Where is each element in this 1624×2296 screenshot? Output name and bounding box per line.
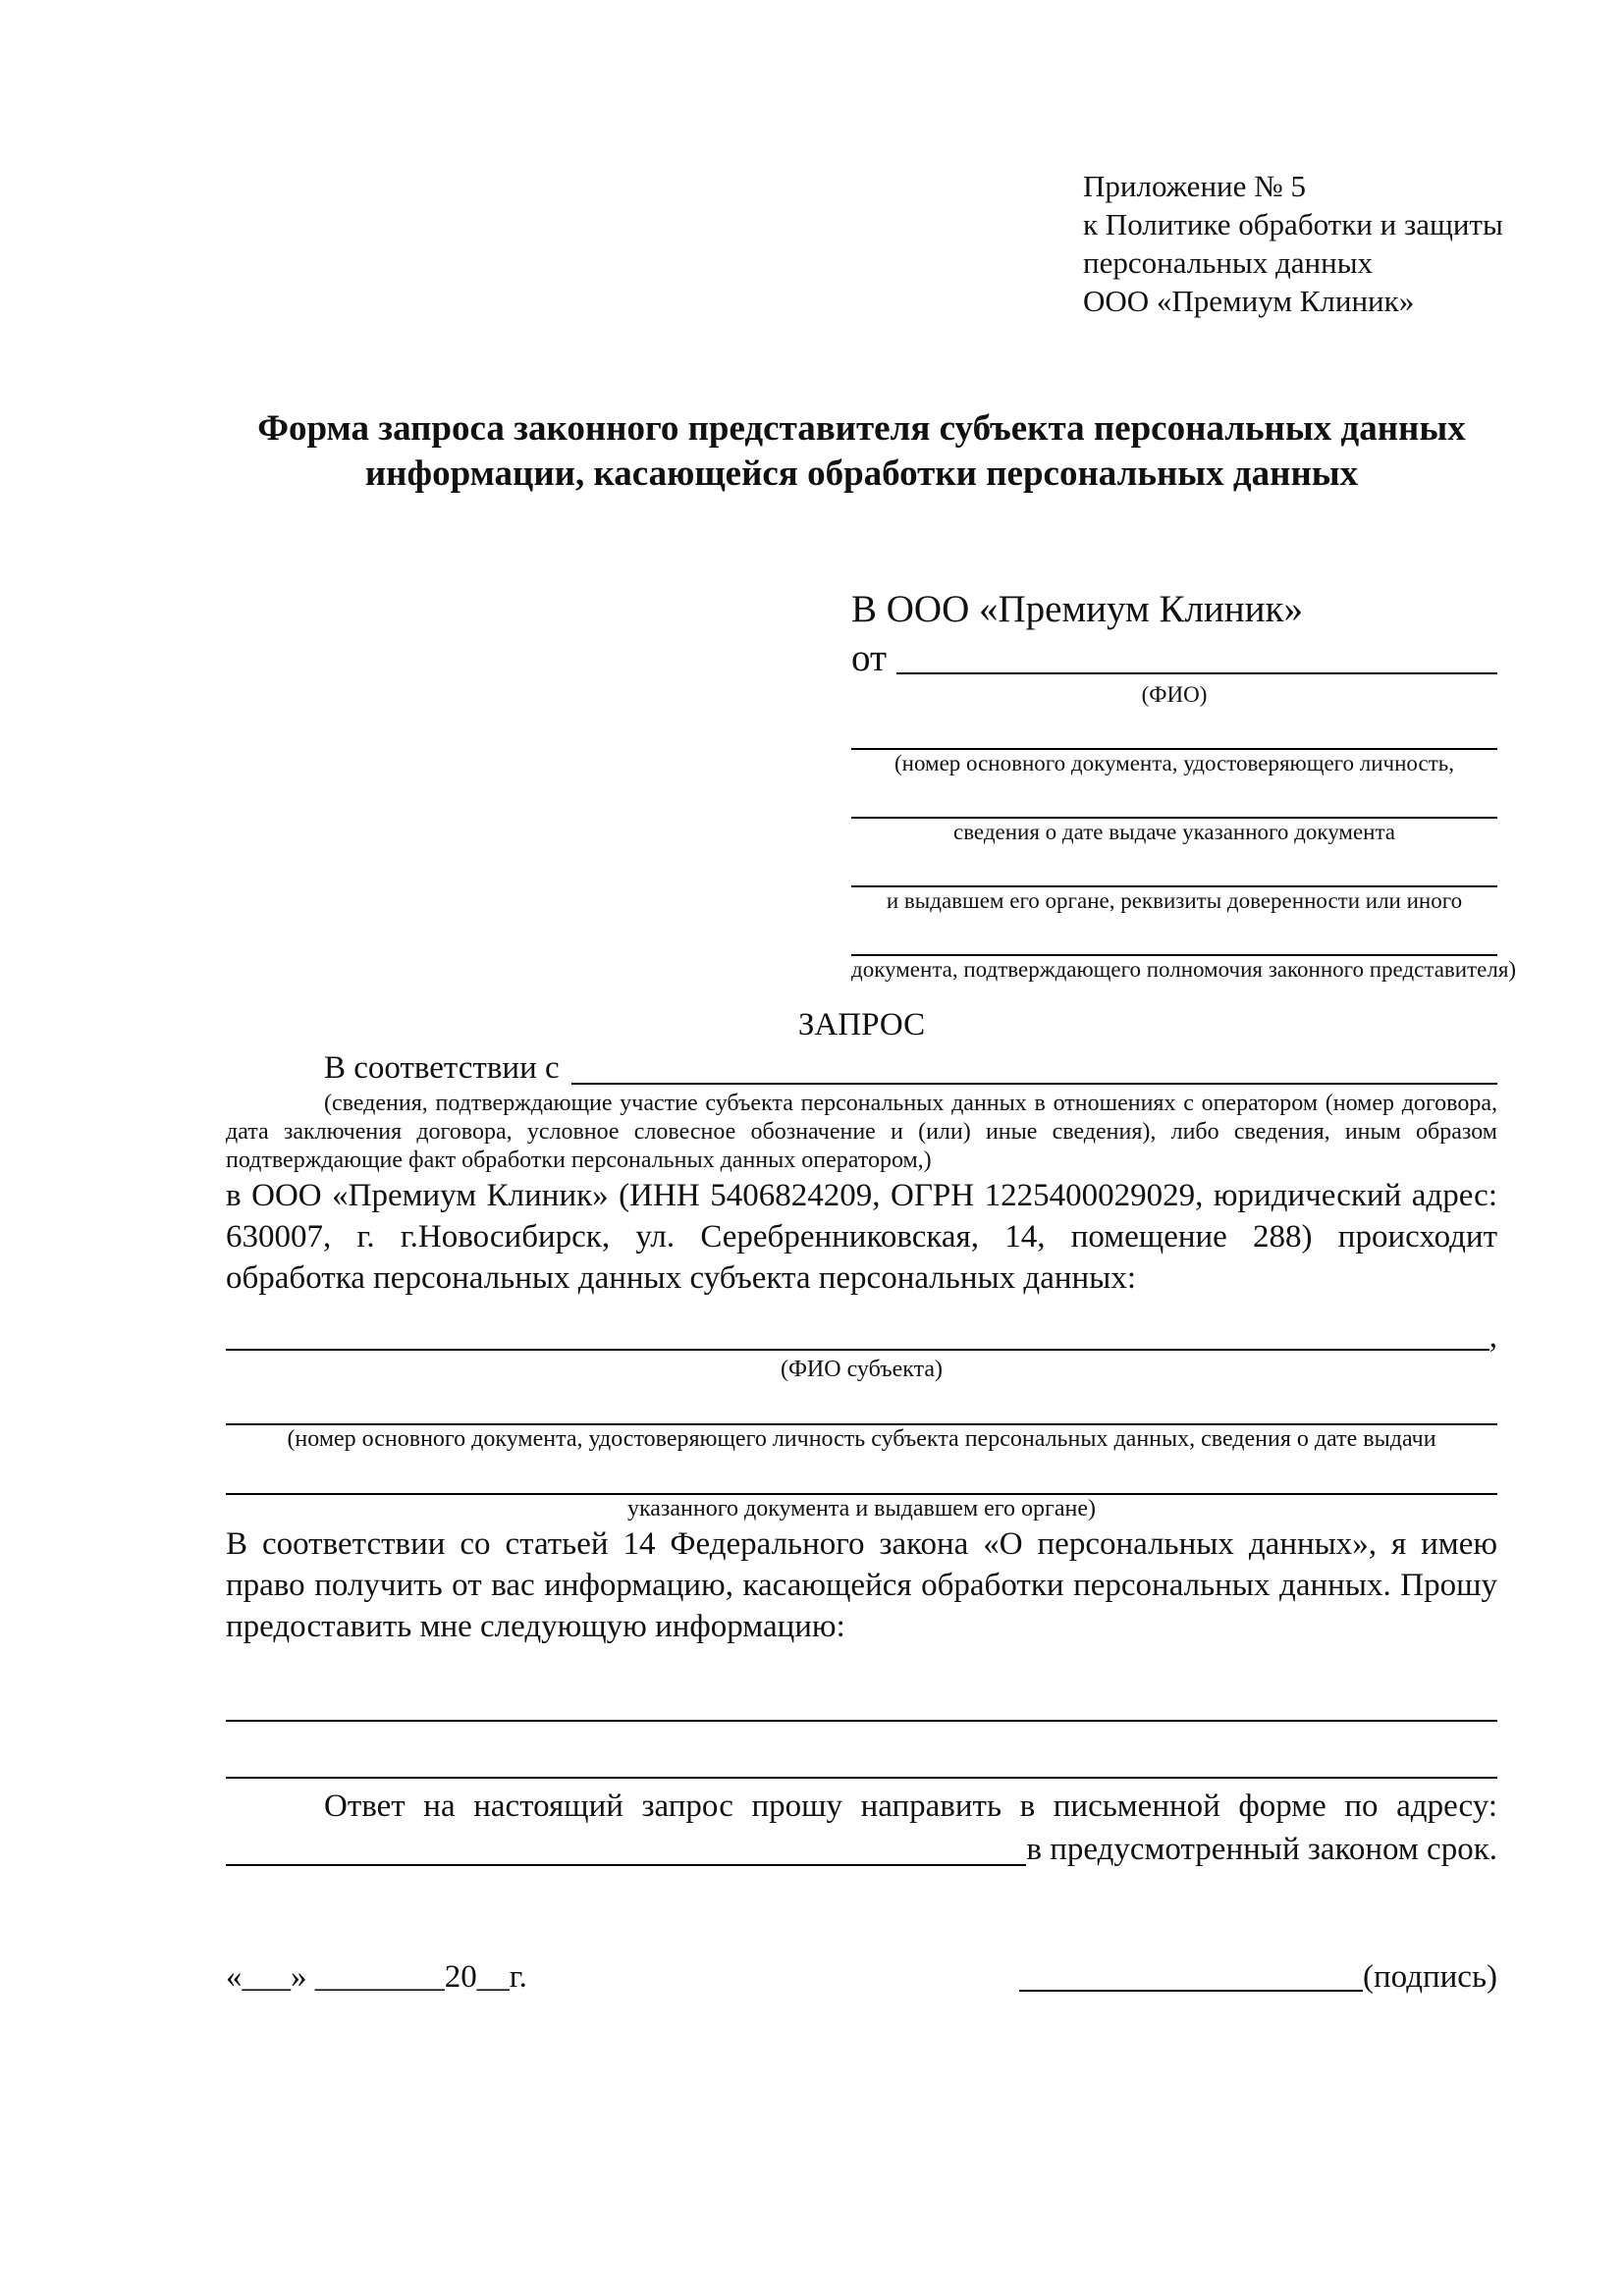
subject-doc-line-1 [226,1384,1497,1425]
reply-intro: Ответ на настоящий запрос прошу направить в письменной форме по адресу: [324,1789,1497,1824]
field-caption: и выдавшем его органе, реквизиты доверенности или иного [886,888,1463,913]
basis-blank-line [571,1083,1497,1085]
doc-blank-line [851,915,1497,956]
basis-row [226,1046,1497,1090]
addressee-block [851,587,1517,984]
fio-blank-line [896,672,1497,674]
date-field: «___» ________20__г. [226,1959,527,1995]
signature-row [226,1955,1497,1999]
subject-doc-caption-2: указанного документа и выдавшем его органе) [626,1496,1097,1522]
subject-fio-row [226,1312,1497,1356]
document-title-line-2: информации, касающейся обработки персональных данных [364,454,1359,494]
reply-blank-line [226,1864,1026,1866]
signature-blank-line [1019,1990,1363,1992]
addressee-to: В ООО «Премиум Клиник» [851,588,1303,630]
comma: , [1489,1319,1497,1355]
signature-right [1019,1955,1497,1999]
operator-paragraph: в ООО «Премиум Клиник» (ИНН 5406824209, ОГРН 1225400029029, юридический адрес: 630007, г. г.Новосибирск, ул. Серебренниковская, 14, помещение 288) происходит обработка персональных данных субъекта персональных данных: [226,1178,1497,1296]
info-blank-line-2 [226,1737,1497,1779]
appendix-line: Приложение № 5 [1083,169,1306,203]
law-paragraph: В соответствии со статьей 14 Федерального закона «О персональных данных», я имею право получить от вас информацию, касающейся обработки персональных данных. Прошу предоставить мне следующую информацию: [226,1526,1497,1644]
appendix-line: к Политике обработки и защиты [1083,207,1503,241]
info-blank-line-1 [226,1681,1497,1722]
appendix-line: ООО «Премиум Клиник» [1083,284,1415,318]
subject-doc-caption-1: (номер основного документа, удостоверяющего личность субъекта персональных данных, сведения о дате выдачи [287,1426,1436,1452]
subject-fio-caption: (ФИО субъекта) [780,1357,944,1382]
field-caption: (номер основного документа, удостоверяющего личность, [893,751,1454,775]
reply-row [226,1828,1497,1871]
appendix-line: персональных данных [1083,245,1374,280]
appendix-block [1083,167,1503,320]
from-row [851,636,1497,681]
from-label: от [851,637,888,679]
request-heading: ЗАПРОС [797,1007,926,1042]
field-caption: документа, подтверждающего полномочия законного представителя) [851,957,1517,982]
signature-caption: (подпись) [1363,1959,1497,1995]
fio-caption: (ФИО) [1141,682,1208,707]
subject-fio-line [226,1349,1489,1351]
doc-blank-line [851,846,1497,887]
document-title [226,406,1497,497]
document-title-line-1: Форма запроса законного представителя субъекта персональных данных [257,408,1466,449]
basis-caption: (сведения, подтверждающие участие субъекта персональных данных в отношениях с оператором (номер договора, дата заключения договора, условное словесное обозначение и (или) иные сведения), либо сведения, иным образом подтверждающие факт обработки персональных данных оператором,) [226,1091,1497,1173]
subject-doc-line-2 [226,1454,1497,1495]
basis-label: В соответствии с [324,1050,560,1086]
reply-suffix: в предусмотренный законом срок. [1026,1832,1497,1867]
doc-blank-line [851,777,1497,819]
field-caption: сведения о дате выдаче указанного документа [952,820,1396,844]
doc-blank-line [851,709,1497,750]
